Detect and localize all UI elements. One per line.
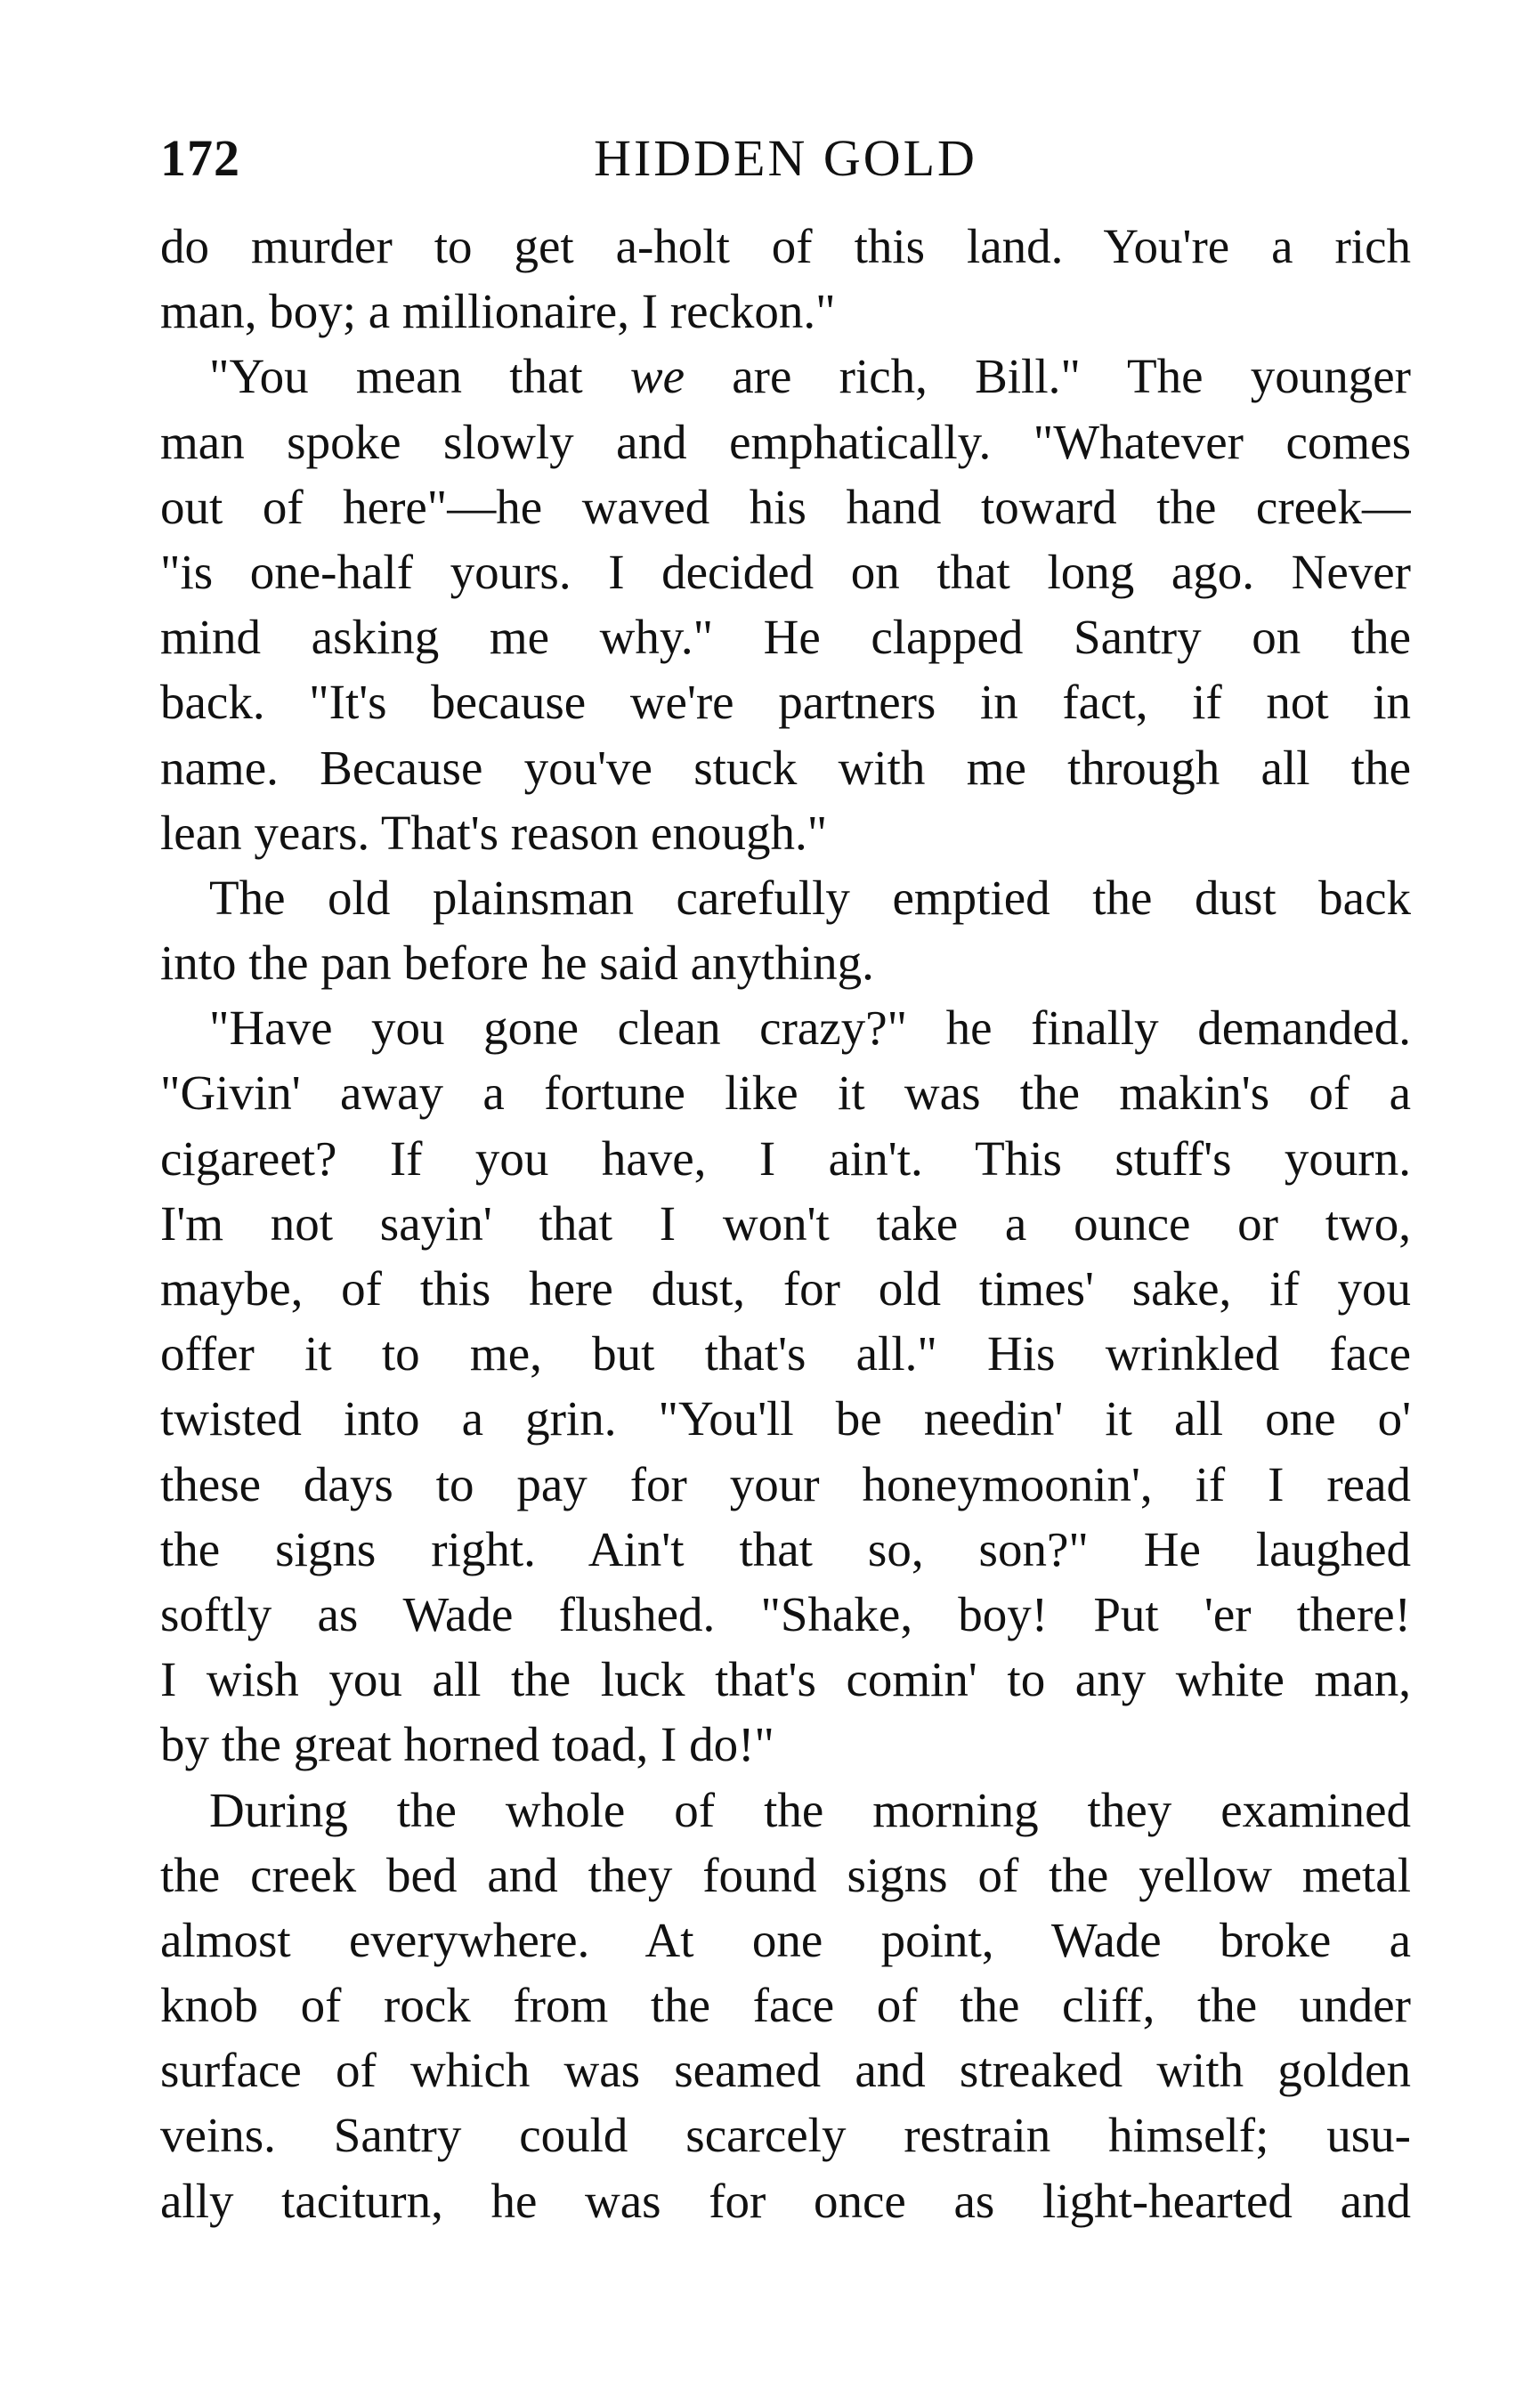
text-line: mind asking me why." He clapped Santry on the xyxy=(160,610,1411,665)
text-line: I'm not sayin' that I won't take a ounce or two, xyxy=(160,1195,1411,1251)
running-head xyxy=(160,123,1411,194)
text-line: I wish you all the luck that's comin' to any white man, xyxy=(160,1652,1411,1707)
text-line: cigareet? If you have, I ain't. This stuff's yourn. xyxy=(160,1130,1411,1186)
text-line: these days to pay for your honeymoonin', if I read xyxy=(160,1456,1411,1511)
text-line: maybe, of this here dust, for old times' sake, if you xyxy=(160,1261,1411,1316)
text-line: During the whole of the morning they examined xyxy=(209,1782,1411,1837)
text-line: the creek bed and they found signs of the yellow metal xyxy=(160,1847,1411,1902)
text-line: into the pan before he said anything. xyxy=(160,936,874,991)
text-line: "is one-half yours. I decided on that long ago. Never xyxy=(160,544,1411,599)
text-line: man, boy; a millionaire, I reckon." xyxy=(160,284,836,339)
emphasis: we xyxy=(629,349,685,404)
page-number: 172 xyxy=(160,129,240,187)
text-line: The old plainsman carefully emptied the dust back xyxy=(209,870,1411,925)
text-line: surface of which was seamed and streaked with golden xyxy=(160,2043,1411,2098)
text-line: back. "It's because we're partners in fact, if not in xyxy=(160,675,1411,730)
text-line: name. Because you've stuck with me through all the xyxy=(160,740,1411,795)
text-line: ally taciturn, he was for once as light-hearted and xyxy=(160,2173,1411,2228)
body-text xyxy=(160,214,1411,2233)
text-line: almost everywhere. At one point, Wade broke a xyxy=(160,1912,1411,1967)
text-line: lean years. That's reason enough." xyxy=(160,805,828,860)
text-line: twisted into a grin. "You'll be needin' it all one o' xyxy=(160,1391,1411,1446)
text-line: knob of rock from the face of the cliff, the under xyxy=(160,1978,1411,2033)
text-line: "You mean that we are rich, Bill." The younger xyxy=(209,349,1411,404)
running-title: HIDDEN GOLD xyxy=(594,129,977,187)
text-line: by the great horned toad, I do!" xyxy=(160,1717,774,1772)
text-line: veins. Santry could scarcely restrain himself; usu- xyxy=(160,2108,1411,2163)
text-line: out of here"—he waved his hand toward the creek— xyxy=(160,479,1411,534)
text-line: offer it to me, but that's all." His wrinkled face xyxy=(160,1326,1411,1381)
text-line: the signs right. Ain't that so, son?" He laughed xyxy=(160,1521,1411,1576)
text-line: man spoke slowly and emphatically. "Whatever comes xyxy=(160,414,1411,469)
text-line: softly as Wade flushed. "Shake, boy! Put 'er there! xyxy=(160,1586,1411,1641)
text-line: "Givin' away a fortune like it was the makin's of a xyxy=(160,1065,1411,1121)
text-line: do murder to get a-holt of this land. You're a rich xyxy=(160,219,1411,273)
text-line: "Have you gone clean crazy?" he finally demanded. xyxy=(209,1001,1411,1056)
